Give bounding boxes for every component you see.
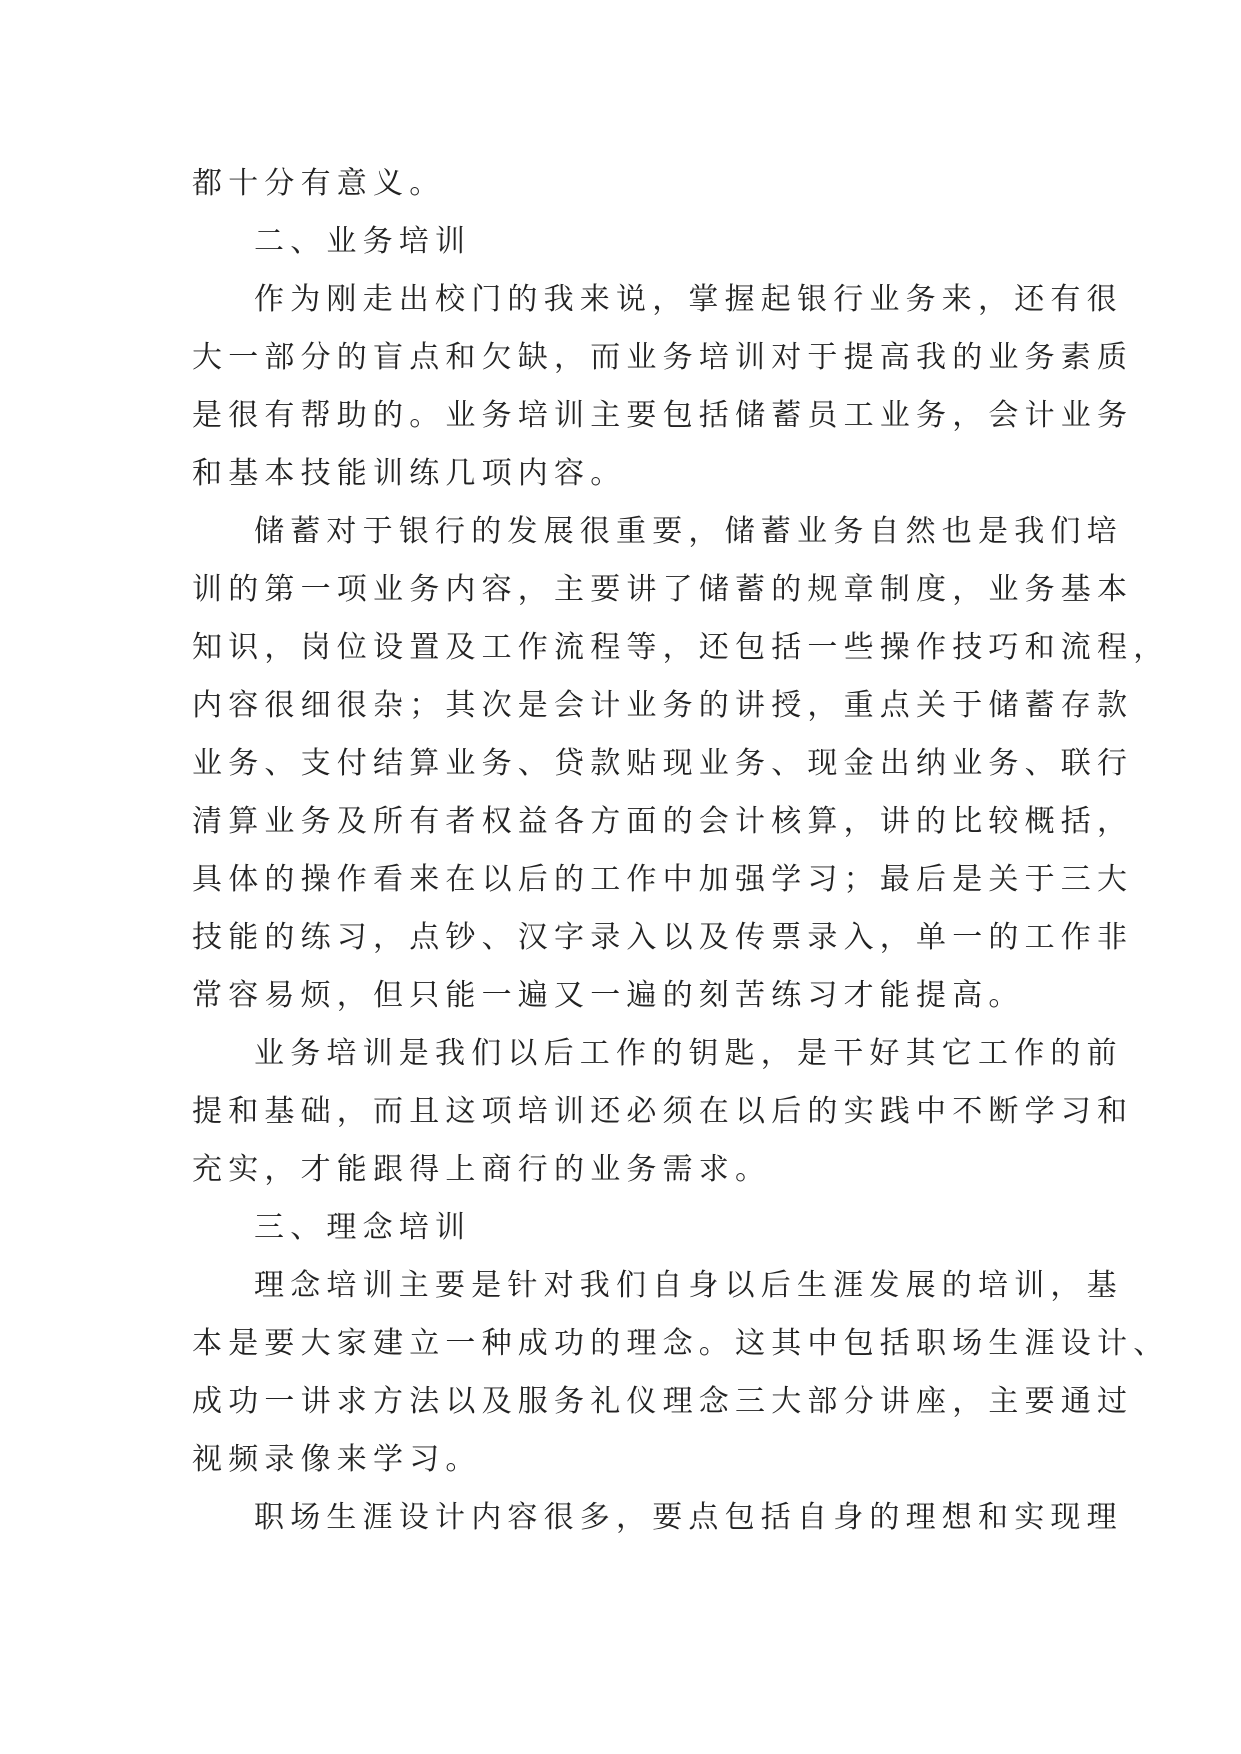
- text-line: 理念培训主要是针对我们自身以后生涯发展的培训，基: [254, 1268, 1123, 1303]
- text-line: 都十分有意义。: [192, 166, 446, 201]
- section-heading-business-training: 二、业务培训: [254, 224, 472, 259]
- text-line: 知识，岗位设置及工作流程等，还包括一些操作技巧和流程，: [192, 630, 1170, 665]
- text-line: 内容很细很杂；其次是会计业务的讲授，重点关于储蓄存款: [192, 688, 1134, 723]
- text-line: 清算业务及所有者权益各方面的会计核算，讲的比较概括，: [192, 804, 1134, 839]
- text-line: 视频录像来学习。: [192, 1442, 482, 1477]
- text-line: 充实，才能跟得上商行的业务需求。: [192, 1152, 772, 1187]
- text-line: 技能的练习，点钞、汉字录入以及传票录入，单一的工作非: [192, 920, 1134, 955]
- section-heading-concept-training: 三、理念培训: [254, 1210, 472, 1245]
- text-line: 职场生涯设计内容很多，要点包括自身的理想和实现理: [254, 1500, 1123, 1535]
- text-line: 常容易烦，但只能一遍又一遍的刻苦练习才能提高。: [192, 978, 1025, 1013]
- text-line: 储蓄对于银行的发展很重要，储蓄业务自然也是我们培: [254, 514, 1123, 549]
- text-line: 是很有帮助的。业务培训主要包括储蓄员工业务，会计业务: [192, 398, 1134, 433]
- text-line: 作为刚走出校门的我来说，掌握起银行业务来，还有很: [254, 282, 1123, 317]
- text-line: 成功一讲求方法以及服务礼仪理念三大部分讲座，主要通过: [192, 1384, 1134, 1419]
- text-line: 提和基础，而且这项培训还必须在以后的实践中不断学习和: [192, 1094, 1134, 1129]
- text-line: 训的第一项业务内容，主要讲了储蓄的规章制度，业务基本: [192, 572, 1134, 607]
- text-line: 本是要大家建立一种成功的理念。这其中包括职场生涯设计、: [192, 1326, 1170, 1361]
- text-line: 具体的操作看来在以后的工作中加强学习；最后是关于三大: [192, 862, 1134, 897]
- text-line: 和基本技能训练几项内容。: [192, 456, 627, 491]
- text-line: 业务、支付结算业务、贷款贴现业务、现金出纳业务、联行: [192, 746, 1134, 781]
- text-line: 业务培训是我们以后工作的钥匙，是干好其它工作的前: [254, 1036, 1123, 1071]
- text-line: 大一部分的盲点和欠缺，而业务培训对于提高我的业务素质: [192, 340, 1134, 375]
